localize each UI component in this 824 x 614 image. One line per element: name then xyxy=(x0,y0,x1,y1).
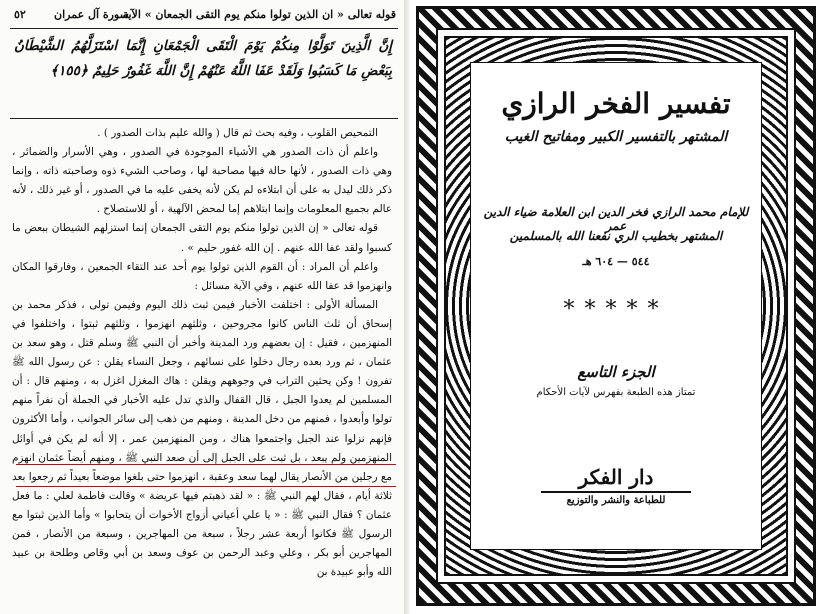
paragraph: المسألة الأولى : اختلفت الأخبار فيمن ثبت ذلك اليوم وفيمن تولى ، فذكر محمد بن إسحاق أن ثلث الناس كانوا مجروحين ، وثلثهم انهزموا ، وثلثهم ثبتوا ، واختلفوا في المنهزمين ، فقيل : إن بعضهم ورد المدينة وأخبر أن النبي ﷺ وسلم قتل ، وهو سعد بن عثمان ، ثم ورد بعده رجال دخلوا على نسائهم ، وجعل النساء يقلن : عن رسول الله ﷺ تفرون ! وكن يحثين التراب في وجوههم ويقلن : هاك المغزل اغزل به ، ومنهم قال : أن المسلمين لم يعدوا الجبل ، قال القفال والذي تدل عليه الأخبار في الجملة أن نفراً منهم تولوا وأبعدوا ، فمنهم من دخل المدينة ، ومنهم من ذهب إلى سائر الجوانب ، وأما الأكثرون فإنهم نزلوا عند الجبل واجتمعوا هناك ، ومن المنهزمين عمر ، إلا أنه لم يكن في أوائل المنهزمين ولم يبعد ، بل ثبت على الجبل إلى أن صعد النبي ﷺ ، ومنهم أيضاً عثمان انهزم مع رجلين من الأنصار يقال لهما سعد وعقبة ، انهزموا حتى بلغوا موضعاً بعيداً ثم رجعوا بعد ثلاثة أيام ، فقال لهم النبي ﷺ : « لقد ذهبتم فيها عريضة » وقالت فاطمة لعلي : ما فعل عثمان ؟ فقال النبي ﷺ : « يا علي أعياني أزواج الأخوات أن يتحابوا » وأما الذين ثبتوا مع الرسول ﷺ فكانوا أربعة عشر رجلاً ، سبعة من المهاجرين ، وسبعة من الأنصار ، فمن المهاجرين أبو بكر ، وعلي وعبد الرحمن بن عوف وسعد بن أبي وقاص وطلحة بن عبيد الله وأبو عبيدة بن xyxy=(12,298,392,579)
publisher-name: دار الفكر xyxy=(578,465,654,489)
commentary-body xyxy=(12,124,392,582)
title-page xyxy=(410,0,824,614)
publisher-subtitle: للطباعة والنشر والتوزيع xyxy=(566,495,666,506)
book-subtitle: المشتهر بالتفسير الكبير ومفاتيح الغيب xyxy=(504,129,728,145)
author-dates: ٥٤٤ — ٦٠٤ هـ xyxy=(582,255,650,268)
paragraph: واعلم أن ذات الصدور هي الأشياء الموجودة في الصدور ، وهي الأسرار والضمائر ، وهي ذات الصدور ، لأنها حالة فيها مصاحبة لها ، وصاحب الشيء ذوه وصاحبته ذاته ، وإنما ذكر ذلك ليدل به على أن ابتلاءه لم يكن لأنه يخفى عليه ما في الصدور ، أو غير ذلك ، لأنه عالم بجميع المعلومات وإنما ابتلاهم إما لمحض الآلهية ، أو للاستصلاح . xyxy=(12,146,392,216)
star-separator: ***** xyxy=(563,297,669,322)
publisher-rule xyxy=(541,491,691,493)
header-title: قوله تعالى « ان الذين تولوا منكم يوم التقى الجمعان » الآية xyxy=(122,8,396,21)
page-number: ٥٢ xyxy=(14,8,26,21)
volume-note: تمتاز هذه الطبعة بفهرس لآيات الأحكام xyxy=(536,387,696,398)
quran-verse: إِنَّ الَّذِينَ تَوَلَّوْا مِنكُمْ يَوْمَ الْتَقَى الْجَمْعَانِ إِنَّمَا اسْتَزَلَّهُمُ الشَّيْطَانُ بِبَعْضِ مَا كَسَبُوا وَلَقَدْ عَفَا اللَّهُ عَنْهُمْ إِنَّ اللَّهَ غَفُورٌ حَلِيمٌ ﴿١٥٥﴾ xyxy=(14,38,392,79)
volume-label: الجزء التاسع xyxy=(577,363,655,381)
paragraph: واعلم أن المراد : أن القوم الذين تولوا يوم أحد عند التقاء الجمعين ، وفارقوا المكان وانهزموا قد عفا الله عنهم ، وفي الآية مسائل : xyxy=(12,260,392,292)
author-line: المشتهر بخطيب الري نفعنا الله بالمسلمين xyxy=(509,229,723,243)
red-underline xyxy=(16,486,396,487)
author-line: للإمام محمد الرازي فخر الدين ابن العلامة ضياء الدين عمر xyxy=(483,205,749,233)
paragraph: قوله تعالى « إن الذين تولوا منكم يوم التقى الجمعان إنما استزلهم الشيطان ببعض ما كسبوا ولقد عفا الله عنهم . إن الله غفور حليم » . xyxy=(12,222,392,254)
paragraph: التمحيص القلوب ، وفيه بحث ثم قال ( والله عليم بذات الصدور ) . xyxy=(97,127,378,139)
left-page xyxy=(0,0,406,614)
red-underline xyxy=(16,464,396,465)
book-title: تفسير الفخر الرازي xyxy=(501,87,731,120)
header-rule xyxy=(10,28,398,29)
verse-rule xyxy=(10,118,398,119)
page-header xyxy=(14,6,396,26)
title-panel xyxy=(470,62,762,550)
header-surah: سورة آل عمران xyxy=(54,8,129,21)
